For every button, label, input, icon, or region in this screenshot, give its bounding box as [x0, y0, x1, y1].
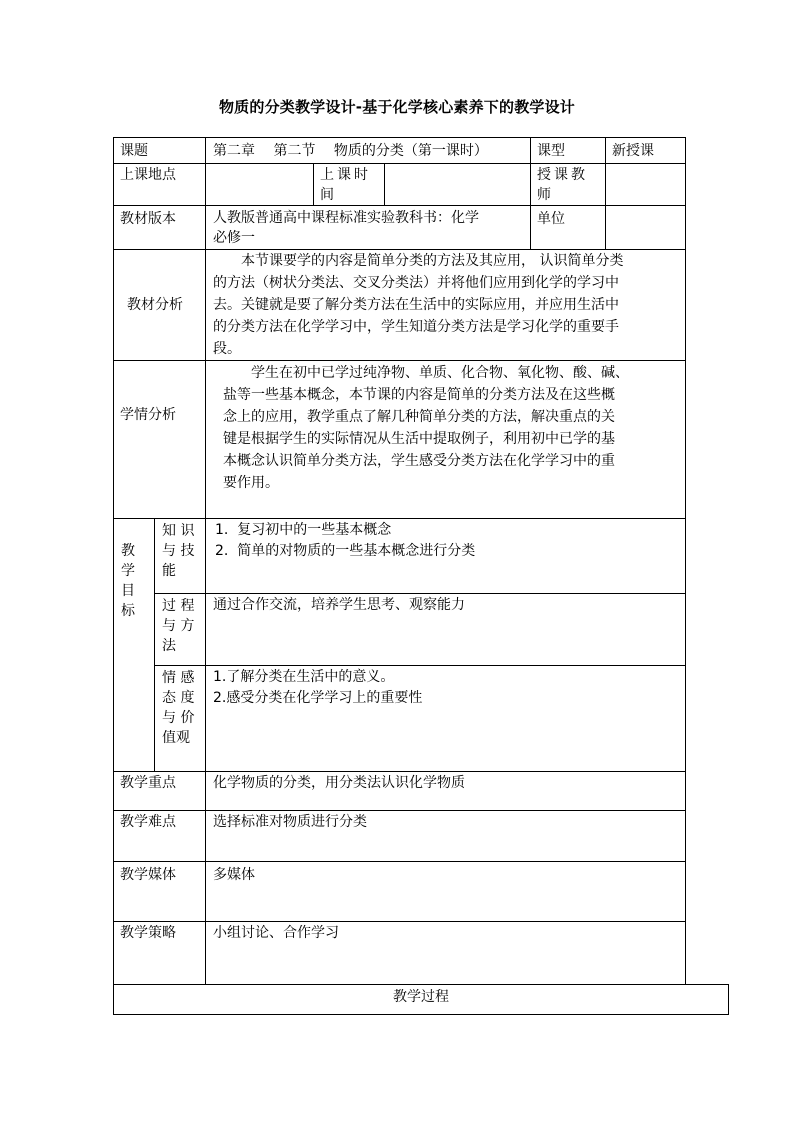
- textbook-analysis-line: 本节课要学的内容是简单分类的方法及其应用， 认识简单分类: [213, 253, 624, 269]
- media-label: 教学媒体: [120, 867, 176, 883]
- process-text: 通过合作交流，培养学生思考、观察能力: [213, 597, 465, 613]
- process-value-cell: [205, 593, 686, 666]
- student-analysis-line: 本概念认识简单分类方法，学生感受分类方法在化学学习中的重: [223, 453, 615, 469]
- student-analysis-line: 学生在初中已学过纯净物、单质、化合物、氧化物、酸、碱、: [223, 365, 629, 381]
- emotion-item: 2.感受分类在化学学习上的重要性: [213, 690, 423, 706]
- lesson-type-label-cell: [530, 137, 606, 164]
- key-points-value: 化学物质的分类，用分类法认识化学物质: [213, 775, 465, 791]
- key-points-label: 教学重点: [120, 775, 176, 791]
- teacher-value-cell: [605, 163, 686, 206]
- teaching-process-header: 教学过程: [393, 989, 449, 1005]
- unit-label-cell: [530, 205, 606, 250]
- textbook-analysis-cell: [205, 249, 686, 361]
- teaching-process-header-cell: [113, 984, 729, 1015]
- emotion-item: 1.了解分类在生活中的意义。: [213, 669, 395, 685]
- lesson-type-value-cell: [605, 137, 686, 164]
- lesson-type-value: 新授课: [612, 143, 654, 159]
- student-analysis-cell: [205, 360, 686, 519]
- strategy-label-cell: [113, 921, 206, 985]
- emotion-value-cell: [205, 665, 686, 772]
- process-label-line: 法: [162, 638, 176, 654]
- knowledge-label-line: 与 技: [162, 543, 195, 559]
- student-analysis-line: 键是根据学生的实际情况从生活中提取例子，利用初中已学的基: [223, 431, 615, 447]
- objectives-label-cell: [113, 518, 155, 772]
- topic-label: 课题: [120, 143, 148, 159]
- media-value-cell: [205, 861, 686, 922]
- key-points-label-cell: [113, 771, 206, 811]
- teacher-label-cell: [530, 163, 606, 206]
- objectives-label-char: 目: [121, 583, 135, 599]
- strategy-value: 小组讨论、合作学习: [213, 925, 339, 941]
- process-label-cell: [154, 593, 206, 666]
- knowledge-label-line: 知 识: [162, 523, 195, 539]
- difficulties-value: 选择标准对物质进行分类: [213, 814, 367, 830]
- student-analysis-label-cell: [113, 360, 206, 519]
- media-value: 多媒体: [213, 867, 255, 883]
- textbook-analysis-label-cell: [113, 249, 206, 361]
- place-value-cell: [205, 163, 314, 206]
- lesson-type-label: 课型: [537, 143, 565, 159]
- edition-label: 教材版本: [120, 211, 176, 227]
- time-label-line2: 间: [320, 187, 334, 203]
- unit-value-cell: [605, 205, 686, 250]
- difficulties-label-cell: [113, 810, 206, 862]
- time-label-line1: 上课时: [320, 167, 371, 183]
- textbook-analysis-line: 的方法（树状分类法、交叉分类法）并将他们应用到化学的学习中: [213, 275, 619, 291]
- key-points-value-cell: [205, 771, 686, 811]
- process-label-line: 过 程: [162, 598, 195, 614]
- textbook-analysis-line: 的分类方法在化学学习中，学生知道分类方法是学习化学的重要手: [213, 319, 619, 335]
- textbook-analysis-line: 去。关键就是要了解分类方法在生活中的实际应用，并应用生活中: [213, 297, 619, 313]
- edition-label-cell: [113, 205, 206, 250]
- student-analysis-line: 盐等一些基本概念，本节课的内容是简单的分类方法及在这些概: [223, 387, 615, 403]
- unit-label: 单位: [537, 211, 565, 227]
- difficulties-label: 教学难点: [120, 814, 176, 830]
- textbook-analysis-label: 教材分析: [127, 297, 183, 313]
- edition-value-cell: [205, 205, 531, 250]
- objectives-label-char: 教: [121, 543, 135, 559]
- time-label-cell: [313, 163, 385, 206]
- knowledge-item: 2. 简单的对物质的一些基本概念进行分类: [215, 543, 476, 559]
- student-analysis-line: 要作用。: [223, 475, 279, 491]
- knowledge-label-cell: [154, 518, 206, 594]
- edition-value-line2: 必修一: [213, 230, 255, 246]
- process-label-line: 与 方: [162, 618, 195, 634]
- time-value-cell: [384, 163, 531, 206]
- topic-value-cell: [205, 137, 531, 164]
- knowledge-value-cell: [205, 518, 686, 594]
- knowledge-label-line: 能: [162, 563, 176, 579]
- teacher-label-line2: 师: [537, 187, 551, 203]
- media-label-cell: [113, 861, 206, 922]
- emotion-label-line: 与 价: [162, 710, 195, 726]
- knowledge-item: 1. 复习初中的一些基本概念: [215, 522, 392, 538]
- student-analysis-label: 学情分析: [120, 407, 176, 423]
- topic-label-cell: [113, 137, 206, 164]
- objectives-label-char: 学: [121, 563, 135, 579]
- document-title: 物质的分类教学设计-基于化学核心素养下的教学设计: [218, 98, 576, 116]
- textbook-analysis-line: 段。: [213, 341, 241, 357]
- emotion-label-cell: [154, 665, 206, 772]
- strategy-value-cell: [205, 921, 686, 985]
- teacher-label-line1: 授课教: [537, 167, 588, 183]
- edition-value-line1: 人教版普通高中课程标准实验教科书：化学: [213, 210, 479, 226]
- place-label-cell: [113, 163, 206, 206]
- emotion-label-line: 值观: [162, 730, 190, 746]
- difficulties-value-cell: [205, 810, 686, 862]
- topic-value: 第二章 第二节 物质的分类（第一课时）: [213, 143, 488, 159]
- emotion-label-line: 情 感: [162, 670, 195, 686]
- emotion-label-line: 态 度: [162, 690, 195, 706]
- place-label: 上课地点: [120, 167, 176, 183]
- student-analysis-line: 念上的应用，教学重点了解几种简单分类的方法，解决重点的关: [223, 409, 615, 425]
- objectives-label-char: 标: [121, 603, 135, 619]
- strategy-label: 教学策略: [120, 925, 176, 941]
